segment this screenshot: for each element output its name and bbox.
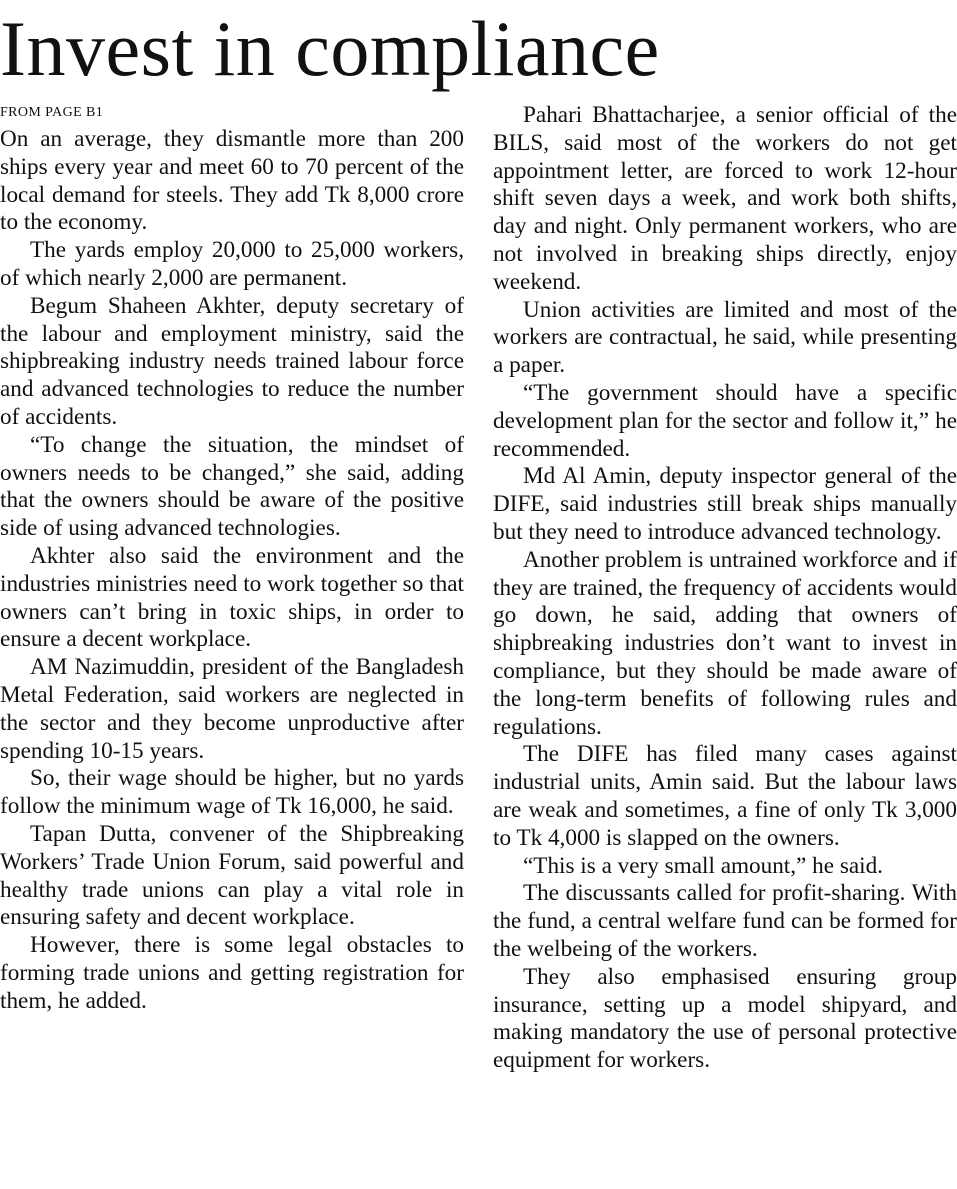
paragraph: The discussants called for profit-sharing. With the fund, a central welfare fund can be formed for the welbeing of the workers. [493, 880, 957, 962]
paragraph: Akhter also said the environment and the industries ministries need to work together so that owners can’t bring in toxic ships, in order to ensure a decent workplace. [0, 542, 464, 653]
paragraph: So, their wage should be higher, but no yards follow the minimum wage of Tk 16,000, he said. [0, 765, 464, 820]
paragraph: Union activities are limited and most of the workers are contractual, he said, while presenting a paper. [493, 296, 957, 379]
headline: Invest in compliance [0, 5, 660, 92]
paragraph: Md Al Amin, deputy inspector general of the DIFE, said industries still break ships manually but they need to introduce advanced technology. [493, 463, 957, 545]
paragraph: However, there is some legal obstacles to forming trade unions and getting registration for them, he added. [0, 932, 464, 1014]
paragraph: Tapan Dutta, convener of the Shipbreaking Workers’ Trade Union Forum, said powerful and healthy trade unions can play a vital role in ensuring safety and decent workplace. [0, 820, 464, 931]
paragraph: Pahari Bhattacharjee, a senior official of the BILS, said most of the workers do not get appointment letter, are forced to work 12-hour shift seven days a week, and work both shifts, day and night. Only permanent workers, who are not involved in breaking ships directly, enjoy weekend. [493, 102, 957, 295]
paragraph: AM Nazimuddin, president of the Bangladesh Metal Federation, said workers are neglected in the sector and they become unproductive after spending 10-15 years. [0, 654, 464, 764]
paragraph: “The government should have a specific development plan for the sector and follow it,” he recommended. [493, 379, 957, 462]
paragraph: They also emphasised ensuring group insurance, setting up a model shipyard, and making mandatory the use of personal protective equipment for workers. [493, 963, 957, 1074]
paragraph: The yards employ 20,000 to 25,000 workers, of which nearly 2,000 are permanent. [0, 237, 464, 291]
paragraph: Another problem is untrained workforce and if they are trained, the frequency of accidents would go down, he said, adding that owners of shipbreaking industries don’t want to invest in compliance, but they should be made aware of the long-term benefits of following rules and regulations. [493, 546, 957, 740]
article-column-right [493, 102, 957, 1075]
paragraph: On an average, they dismantle more than 200 ships every year and meet 60 to 70 percent of the local demand for steels. They add Tk 8,000 crore to the economy. [0, 126, 464, 236]
paragraph: The DIFE has filed many cases against industrial units, Amin said. But the labour laws are weak and sometimes, a fine of only Tk 3,000 to Tk 4,000 is slapped on the owners. [493, 741, 957, 851]
jump-line: FROM PAGE B1 [0, 105, 104, 120]
article-column-left [0, 103, 464, 1016]
paragraph: Begum Shaheen Akhter, deputy secretary of the labour and employment ministry, said the shipbreaking industry needs trained labour force and advanced technologies to reduce the number of accidents. [0, 292, 464, 430]
paragraph: “This is a very small amount,” he said. [523, 852, 883, 879]
paragraph: “To change the situation, the mindset of owners needs to be changed,” she said, adding that the owners should be aware of the positive side of using advanced technologies. [0, 431, 464, 542]
